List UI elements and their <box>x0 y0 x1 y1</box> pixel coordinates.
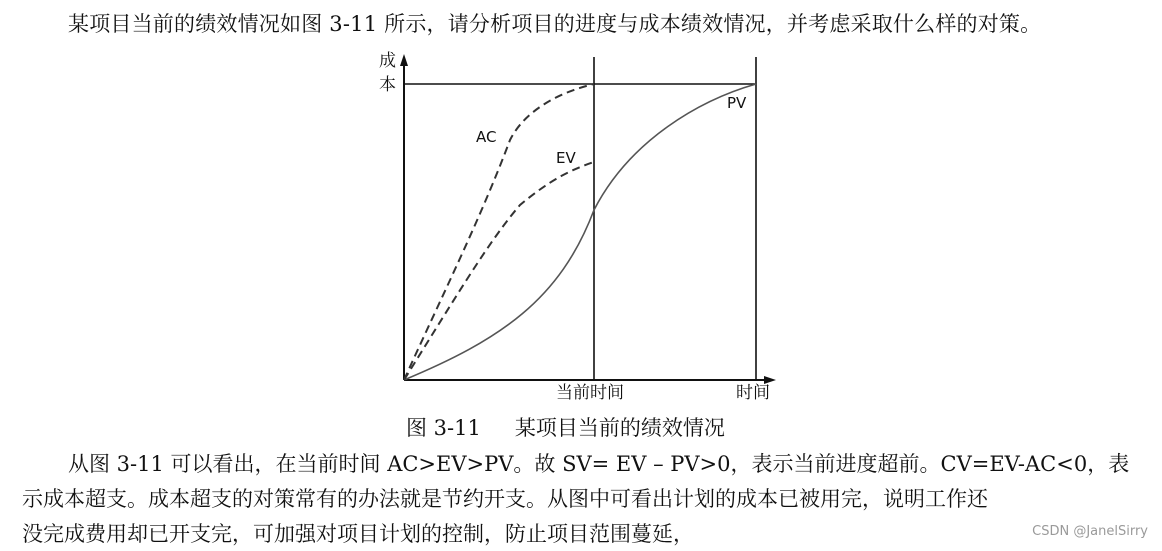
ev-curve <box>404 162 594 380</box>
answer-line-2: 示成本超支。成本超支的对策常有的办法就是节约开支。从图中可看出计划的成本已被用完，说明工作还 <box>22 487 988 511</box>
figure-caption <box>406 412 725 442</box>
figure-caption-title: 某项目当前的绩效情况 <box>514 416 725 440</box>
x-axis-label: 时间 <box>736 383 770 403</box>
y-axis-arrow <box>400 54 408 66</box>
ac-label: AC <box>476 128 497 146</box>
y-axis-label-top: 成 <box>379 51 396 71</box>
pv-label: PV <box>727 94 747 112</box>
watermark: CSDN @JanelSirry <box>1032 524 1148 539</box>
pv-curve <box>404 84 756 380</box>
answer-line-3: 没完成费用却已开支完，可加强对项目计划的控制，防止项目范围蔓延， <box>22 522 694 546</box>
ev-label: EV <box>556 149 576 167</box>
answer-line-1: 从图 3-11 可以看出，在当前时间 AC>EV>PV。故 SV= EV – PV>0，表示当前进度超前。CV=EV-AC<0，表 <box>68 452 1130 476</box>
question-text: 某项目当前的绩效情况如图 3-11 所示，请分析项目的进度与成本绩效情况，并考虑采取什么样的对策。 <box>68 12 1042 36</box>
figure-caption-number: 图 3-11 <box>406 416 481 440</box>
x-tick-current-time: 当前时间 <box>556 383 624 403</box>
y-axis-label-bottom: 本 <box>379 75 396 95</box>
